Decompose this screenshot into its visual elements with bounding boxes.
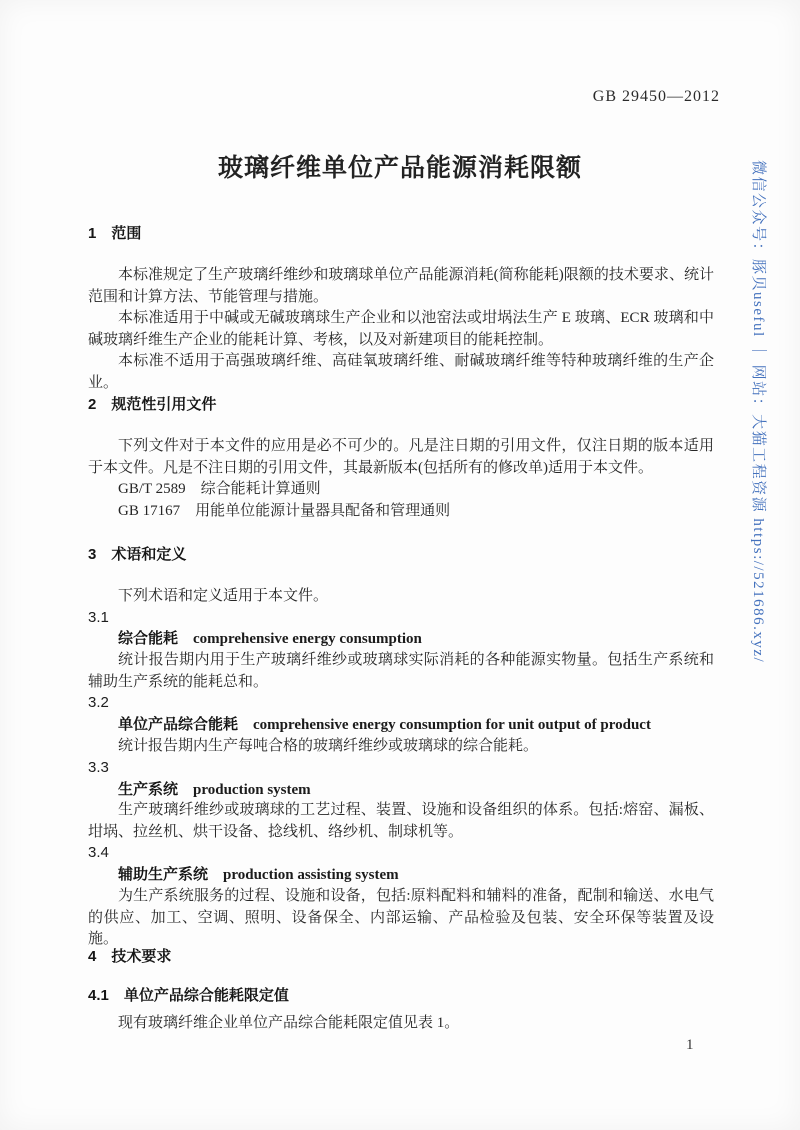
definition-3-4: 为生产系统服务的过程、设施和设备，包括:原料配料和辅料的准备，配制和输送、水电气的供应、加工、空调、照明、设备保全、内部运输、产品检验及包装、安全环保等装置及设施。 [88, 888, 714, 947]
section-4-1-heading: 4.1 单位产品综合能耗限定值 [88, 987, 289, 1004]
section-3-heading: 3 术语和定义 [88, 546, 187, 563]
clause-3-3-number: 3.3 [88, 759, 109, 776]
section-1-paragraph-2: 本标准适用于中碱或无碱玻璃球生产企业和以池窑法或坩埚法生产 E 玻璃、ECR 玻璃和中碱玻璃纤维生产企业的能耗计算、考核，以及对新建项目的能耗控制。 [88, 310, 714, 348]
term-3-1-zh: 综合能耗 [118, 630, 179, 647]
page-number: 1 [686, 1037, 694, 1053]
section-1-paragraph-3: 本标准不适用于高强玻璃纤维、高硅氧玻璃纤维、耐碱玻璃纤维等特种玻璃纤维的生产企业。 [88, 353, 714, 391]
normative-reference-2: GB 17167 用能单位能源计量器具配备和管理通则 [118, 503, 451, 519]
clause-3-4-number: 3.4 [88, 844, 109, 861]
definition-3-1: 统计报告期内用于生产玻璃纤维纱或玻璃球实际消耗的各种能源实物量。包括生产系统和辅助生产系统的能耗总和。 [88, 652, 714, 690]
term-3-3 [88, 779, 714, 802]
section-1-paragraph-1: 本标准规定了生产玻璃纤维纱和玻璃球单位产品能源消耗(简称能耗)限额的技术要求、统计范围和计算方法、节能管理与措施。 [88, 267, 714, 305]
term-3-3-en: production system [193, 782, 311, 798]
section-4-1-paragraph-1: 现有玻璃纤维企业单位产品综合能耗限定值见表 1。 [118, 1015, 460, 1031]
section-2-heading: 2 规范性引用文件 [88, 396, 217, 413]
term-3-1-en: comprehensive energy consumption [193, 631, 422, 647]
term-3-4 [88, 864, 714, 887]
term-3-2-en: comprehensive energy consumption for unit output of product [253, 717, 651, 733]
page-title: 玻璃纤维单位产品能源消耗限额 [217, 155, 582, 182]
section-3-paragraph-1: 下列术语和定义适用于本文件。 [118, 588, 329, 604]
term-3-1 [88, 628, 714, 651]
term-3-3-zh: 生产系统 [118, 781, 179, 798]
section-1-heading: 1 范围 [88, 225, 142, 242]
watermark-text: 微信公众号：豚贝useful ｜ 网站：大猫工程资源 https://521686.xyz/ [750, 160, 766, 664]
definition-3-2: 统计报告期内生产每吨合格的玻璃纤维纱或玻璃球的综合能耗。 [118, 738, 539, 754]
term-3-2-zh: 单位产品综合能耗 [118, 716, 239, 733]
term-3-4-en: production assisting system [223, 867, 399, 883]
section-4-heading: 4 技术要求 [88, 948, 172, 965]
section-2-paragraph-1: 下列文件对于本文件的应用是必不可少的。凡是注日期的引用文件，仅注日期的版本适用于本文件。凡是不注日期的引用文件，其最新版本(包括所有的修改单)适用于本文件。 [88, 438, 714, 476]
standard-number: GB 29450—2012 [592, 88, 720, 105]
definition-3-3: 生产玻璃纤维纱或玻璃球的工艺过程、装置、设施和设备组织的体系。包括:熔窑、漏板、坩埚、拉丝机、烘干设备、捻线机、络纱机、制球机等。 [88, 802, 714, 840]
clause-3-1-number: 3.1 [88, 609, 109, 626]
term-3-2 [88, 714, 714, 737]
normative-reference-1: GB/T 2589 综合能耗计算通则 [118, 481, 321, 497]
term-3-4-zh: 辅助生产系统 [118, 866, 209, 883]
clause-3-2-number: 3.2 [88, 694, 109, 711]
